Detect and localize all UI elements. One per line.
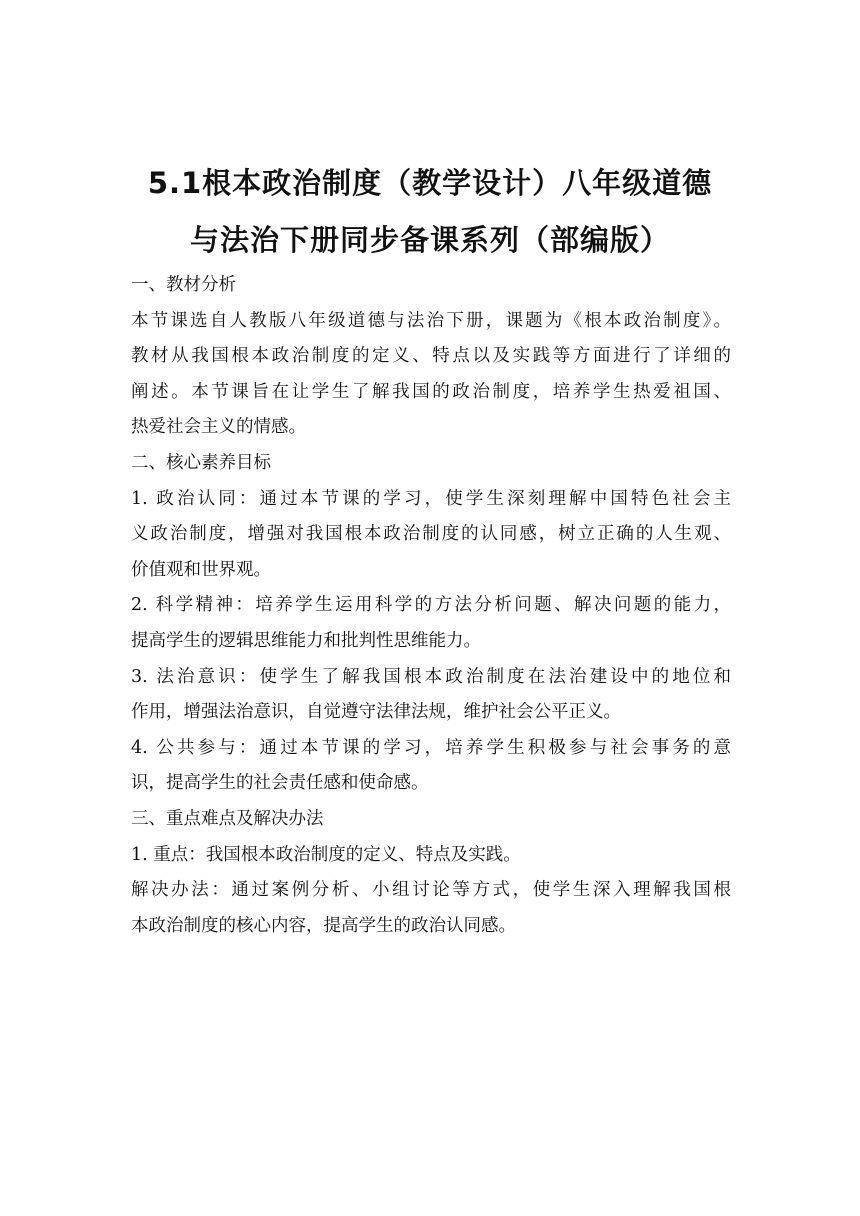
paragraph-textbook-analysis xyxy=(131,304,731,446)
paragraph-line: 热爱社会主义的情感。 xyxy=(131,417,306,438)
paragraph-line: 识，提高学生的社会责任感和使命感。 xyxy=(131,773,429,794)
paragraph-line: 作用，增强法治意识，自觉遵守法律法规，维护社会公平正义。 xyxy=(131,702,621,723)
paragraph-line: 本政治制度的核心内容，提高学生的政治认同感。 xyxy=(131,915,516,936)
paragraph-line: 4. 公共参与：通过本节课的学习，培养学生积极参与社会事务的意 xyxy=(131,737,731,758)
paragraph-line: 2. 科学精神：培养学生运用科学的方法分析问题、解决问题的能力， xyxy=(131,595,731,616)
paragraph-line: 1. 重点：我国根本政治制度的定义、特点及实践。 xyxy=(131,844,521,865)
document-title-line-2: 与法治下册同步备课系列（部编版） xyxy=(189,223,670,258)
document-body xyxy=(131,268,731,944)
paragraph-line: 教材从我国根本政治制度的定义、特点以及实践等方面进行了详细的 xyxy=(131,346,731,367)
paragraph-line: 提高学生的逻辑思维能力和批判性思维能力。 xyxy=(131,630,481,651)
document-title xyxy=(110,155,750,269)
paragraph-line: 义政治制度，增强对我国根本政治制度的认同感，树立正确的人生观、 xyxy=(131,524,731,545)
section-heading-1 xyxy=(131,268,731,304)
paragraph-line: 价值观和世界观。 xyxy=(131,559,271,580)
paragraph-line: 阐述。本节课旨在让学生了解我国的政治制度，培养学生热爱祖国、 xyxy=(131,381,731,402)
paragraph-line: 本节课选自人教版八年级道德与法治下册，课题为《根本政治制度》。 xyxy=(131,310,731,331)
document-title-line-1: 5.1根本政治制度（教学设计）八年级道德 xyxy=(147,166,713,201)
section-heading-text: 二、核心素养目标 xyxy=(131,452,271,473)
paragraph-solution xyxy=(131,873,731,944)
section-heading-text: 三、重点难点及解决办法 xyxy=(131,808,324,829)
list-item-key-point xyxy=(131,838,731,874)
paragraph-line: 1. 政治认同：通过本节课的学习，使学生深刻理解中国特色社会主 xyxy=(131,488,731,509)
section-heading-2 xyxy=(131,446,731,482)
section-heading-3 xyxy=(131,802,731,838)
list-item-public-participation xyxy=(131,731,731,802)
list-item-rule-of-law xyxy=(131,660,731,731)
list-item-scientific-spirit xyxy=(131,588,731,659)
section-heading-text: 一、教材分析 xyxy=(131,275,236,295)
list-item-political-identity xyxy=(131,482,731,589)
paragraph-line: 解决办法：通过案例分析、小组讨论等方式，使学生深入理解我国根 xyxy=(131,880,731,901)
paragraph-line: 3. 法治意识：使学生了解我国根本政治制度在法治建设中的地位和 xyxy=(131,666,731,687)
